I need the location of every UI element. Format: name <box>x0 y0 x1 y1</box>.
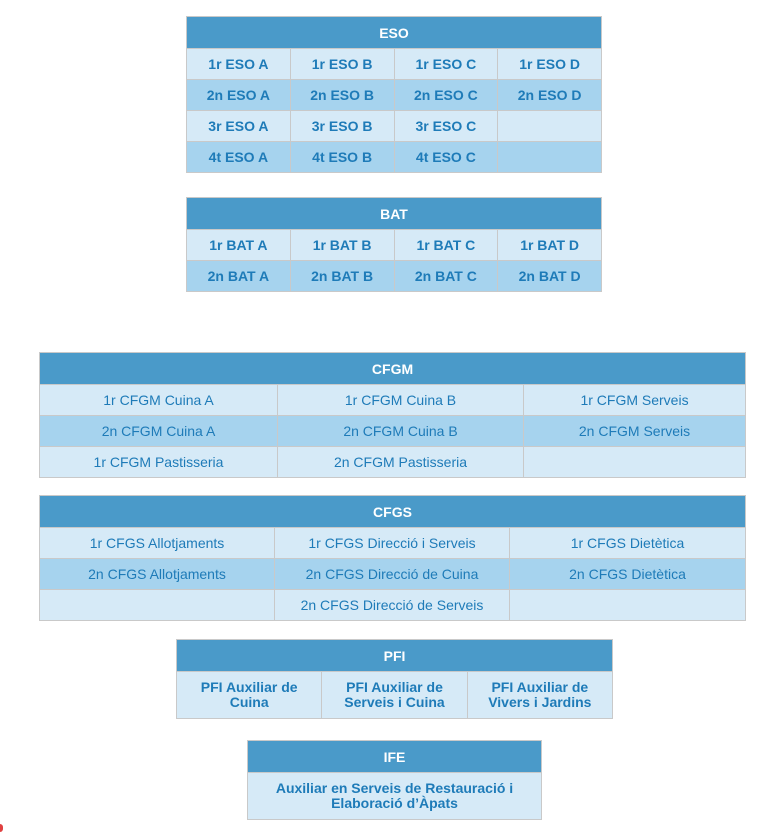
ife-table <box>247 740 542 820</box>
eso-cell[interactable]: 2n ESO A <box>187 80 291 111</box>
cfgs-cell[interactable]: 1r CFGS Dietètica <box>510 528 746 559</box>
cfgm-cell[interactable]: 2n CFGM Cuina B <box>278 416 524 447</box>
bat-cell[interactable]: 2n BAT A <box>187 261 291 292</box>
cfgs-title: CFGS <box>40 496 746 528</box>
cfgs-cell[interactable]: 2n CFGS Dietètica <box>510 559 746 590</box>
cfgs-cell[interactable]: 2n CFGS Direcció de Cuina <box>275 559 510 590</box>
eso-cell-empty <box>498 111 602 142</box>
eso-cell[interactable]: 2n ESO B <box>290 80 394 111</box>
pfi-cell[interactable]: PFI Auxiliar de Vivers i Jardins <box>467 672 612 719</box>
cfgm-cell[interactable]: 1r CFGM Pastisseria <box>40 447 278 478</box>
bat-cell[interactable]: 1r BAT A <box>187 230 291 261</box>
cfgm-cell[interactable]: 1r CFGM Cuina A <box>40 385 278 416</box>
ife-cell[interactable]: Auxiliar en Serveis de Restauració i Elaboració d’Àpats <box>248 773 542 820</box>
eso-cell[interactable]: 3r ESO A <box>187 111 291 142</box>
ife-title: IFE <box>248 741 542 773</box>
bat-cell[interactable]: 1r BAT B <box>290 230 394 261</box>
pfi-cell[interactable]: PFI Auxiliar de Cuina <box>177 672 322 719</box>
bat-cell[interactable]: 1r BAT C <box>394 230 498 261</box>
eso-cell[interactable]: 3r ESO B <box>290 111 394 142</box>
eso-cell[interactable]: 1r ESO D <box>498 49 602 80</box>
eso-title: ESO <box>187 17 602 49</box>
pfi-cell[interactable]: PFI Auxiliar de Serveis i Cuina <box>322 672 467 719</box>
cfgs-cell[interactable]: 2n CFGS Direcció de Serveis <box>275 590 510 621</box>
bat-cell[interactable]: 2n BAT C <box>394 261 498 292</box>
eso-cell[interactable]: 1r ESO C <box>394 49 498 80</box>
eso-table <box>186 16 602 173</box>
bat-title: BAT <box>187 198 602 230</box>
bat-cell[interactable]: 1r BAT D <box>498 230 602 261</box>
pfi-table <box>176 639 613 719</box>
bat-cell[interactable]: 2n BAT D <box>498 261 602 292</box>
eso-cell[interactable]: 2n ESO D <box>498 80 602 111</box>
eso-cell[interactable]: 4t ESO B <box>290 142 394 173</box>
cfgs-cell-empty <box>40 590 275 621</box>
eso-cell-empty <box>498 142 602 173</box>
cfgs-cell[interactable]: 2n CFGS Allotjaments <box>40 559 275 590</box>
cfgm-cell[interactable]: 1r CFGM Cuina B <box>278 385 524 416</box>
bat-cell[interactable]: 2n BAT B <box>290 261 394 292</box>
cfgm-cell[interactable]: 2n CFGM Cuina A <box>40 416 278 447</box>
cfgm-cell-empty <box>524 447 746 478</box>
cfgm-table <box>39 352 746 478</box>
bat-table <box>186 197 602 292</box>
eso-cell[interactable]: 4t ESO A <box>187 142 291 173</box>
cfgs-cell-empty <box>510 590 746 621</box>
eso-cell[interactable]: 2n ESO C <box>394 80 498 111</box>
cfgm-cell[interactable]: 2n CFGM Serveis <box>524 416 746 447</box>
eso-cell[interactable]: 1r ESO B <box>290 49 394 80</box>
cfgm-title: CFGM <box>40 353 746 385</box>
cfgm-cell[interactable]: 2n CFGM Pastisseria <box>278 447 524 478</box>
cfgs-cell[interactable]: 1r CFGS Direcció i Serveis <box>275 528 510 559</box>
eso-cell[interactable]: 3r ESO C <box>394 111 498 142</box>
eso-cell[interactable]: 4t ESO C <box>394 142 498 173</box>
eso-cell[interactable]: 1r ESO A <box>187 49 291 80</box>
cfgs-cell[interactable]: 1r CFGS Allotjaments <box>40 528 275 559</box>
cfgm-cell[interactable]: 1r CFGM Serveis <box>524 385 746 416</box>
pfi-title: PFI <box>177 640 613 672</box>
cfgs-table <box>39 495 746 621</box>
